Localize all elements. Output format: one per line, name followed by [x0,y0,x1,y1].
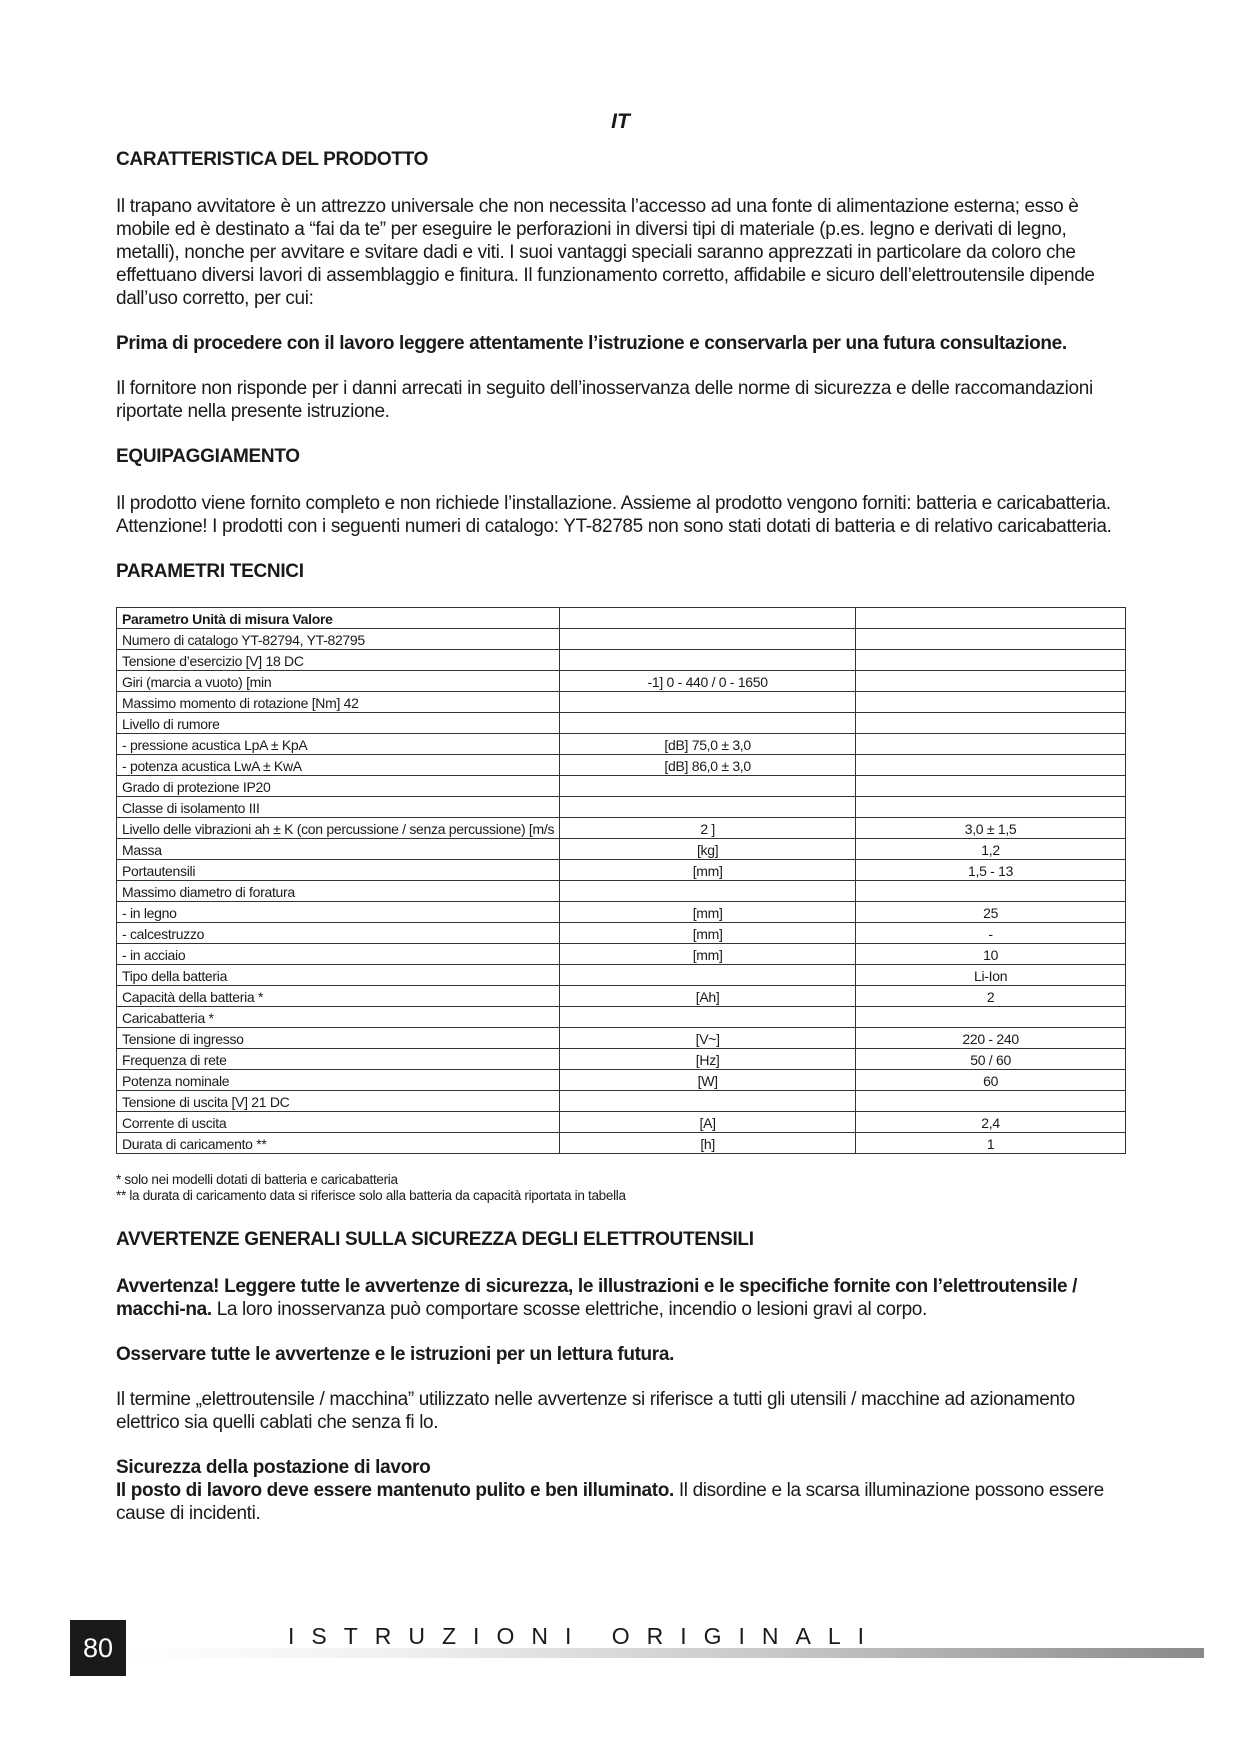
spec-cell-c2: [A] [560,1112,856,1133]
spec-cell-c1: Livello di rumore [117,713,560,734]
spec-cell-c3: 50 / 60 [856,1049,1126,1070]
spec-cell-c3: 3,0 ± 1,5 [856,818,1126,839]
caratteristica-paragraph: Il trapano avvitatore è un attrezzo universale che non necessita l’accesso ad una fonte di alimentazione esterna; esso è mobile ed è destinato a “fai da te” per eseguire le perforazioni in diversi tipi di materiale (p.es. legno e derivati di legno, metalli), nonche per avvitare e svitare dadi e viti. I suoi vantaggi speciali saranno apprezzati in particolare da coloro che effettuano diversi lavori di assemblaggio e finitura. Il funzionamento corretto, affidabile e sicuro dell’elettroutensile dipende dall’uso corretto, per cui: [116,196,1095,309]
spec-row [117,1028,1126,1049]
spec-row [117,713,1126,734]
fornitore-paragraph: Il fornitore non risponde per i danni arrecati in seguito dell’inosservanza delle norme di sicurezza e delle raccomandazioni riportate nella presente istruzione. [116,378,1093,422]
spec-cell-c3: 60 [856,1070,1126,1091]
spec-cell-c2: [Ah] [560,986,856,1007]
spec-row [117,1007,1126,1028]
spec-cell-c3: 1,5 - 13 [856,860,1126,881]
spec-cell-c2: [kg] [560,839,856,860]
spec-cell-c2: 2 ] [560,818,856,839]
spec-cell-c2 [560,797,856,818]
avvertenza-text: La loro inosservanza può comportare scosse elettriche, incendio o lesioni gravi al corpo. [211,1299,927,1320]
footer-title: ISTRUZIONI ORIGINALI [288,1623,882,1649]
spec-row [117,923,1126,944]
avvertenza-bold: Avvertenza! Leggere tutte le avvertenze di sicurezza, le illustrazioni e le specifiche fornite con l’elettroutensile / macchi-na. [116,1276,1078,1320]
spec-cell-c2 [560,1007,856,1028]
spec-row [117,1049,1126,1070]
spec-cell-c2: [h] [560,1133,856,1154]
spec-row [117,881,1126,902]
spec-cell-c1: Tensione di uscita [V] 21 DC [117,1091,560,1112]
table-notes [116,1172,1126,1204]
section-title-sicurezza: Sicurezza della postazione di lavoro [116,1457,431,1478]
spec-row [117,839,1126,860]
spec-cell-c3: 1 [856,1133,1126,1154]
spec-cell-c3: 25 [856,902,1126,923]
spec-cell-c3 [856,650,1126,671]
spec-cell-c1: Massimo diametro di foratura [117,881,560,902]
spec-cell-c3: 2,4 [856,1112,1126,1133]
spec-cell-c1: Durata di caricamento ** [117,1133,560,1154]
spec-row [117,944,1126,965]
spec-row [117,629,1126,650]
spec-cell-c1: - in acciaio [117,944,560,965]
spec-cell-c3: - [856,923,1126,944]
spec-cell-c3: 1,2 [856,839,1126,860]
spec-cell-c3 [856,776,1126,797]
spec-cell-c3 [856,629,1126,650]
page-number: 80 [70,1620,126,1676]
spec-cell-c1: Portautensili [117,860,560,881]
spec-row [117,986,1126,1007]
spec-cell-c2: [mm] [560,902,856,923]
spec-cell-c3 [856,755,1126,776]
spec-row [117,797,1126,818]
spec-cell-c3 [856,671,1126,692]
page-content [116,148,1126,1525]
spec-row [117,818,1126,839]
spec-cell-c2 [560,1091,856,1112]
spec-cell-c2 [560,776,856,797]
spec-row [117,1133,1126,1154]
spec-cell-c3: 10 [856,944,1126,965]
spec-cell-c2: [dB] 75,0 ± 3,0 [560,734,856,755]
spec-cell-c3 [856,734,1126,755]
spec-cell-c1: Parametro Unità di misura Valore [117,608,560,629]
spec-cell-c1: Tensione di ingresso [117,1028,560,1049]
spec-row [117,692,1126,713]
spec-cell-c2: [V~] [560,1028,856,1049]
spec-cell-c3 [856,881,1126,902]
spec-cell-c1: - calcestruzzo [117,923,560,944]
table-note-2: ** la durata di caricamento data si riferisce solo alla batteria da capacità riportata in tabella [116,1188,626,1203]
spec-row [117,1070,1126,1091]
spec-row [117,860,1126,881]
caratteristica-warning: Prima di procedere con il lavoro leggere attentamente l’istruzione e conservarla per una futura consultazione. [116,333,1067,354]
spec-cell-c1: Livello delle vibrazioni ah ± K (con percussione / senza percussione) [m/s [117,818,560,839]
spec-cell-c1: Massa [117,839,560,860]
spec-row [117,734,1126,755]
spec-cell-c1: Caricabatteria * [117,1007,560,1028]
spec-cell-c1: - potenza acustica LwA ± KwA [117,755,560,776]
spec-cell-c1: Massimo momento di rotazione [Nm] 42 [117,692,560,713]
spec-row [117,776,1126,797]
spec-cell-c2 [560,713,856,734]
spec-row [117,902,1126,923]
spec-cell-c2: [W] [560,1070,856,1091]
spec-cell-c1: Frequenza di rete [117,1049,560,1070]
spec-row [117,965,1126,986]
spec-cell-c3 [856,713,1126,734]
sicurezza-text: Il disordine e la scarsa illuminazione possono essere cause di incidenti. [116,1480,1104,1524]
spec-row [117,755,1126,776]
sicurezza-paragraph [116,1479,1126,1525]
spec-cell-c3 [856,1007,1126,1028]
spec-cell-c2 [560,650,856,671]
spec-cell-c2 [560,881,856,902]
sicurezza-bold: Il posto di lavoro deve essere mantenuto pulito e ben illuminato. [116,1480,674,1501]
section-title-parametri: PARAMETRI TECNICI [116,561,304,582]
spec-cell-c2: -1] 0 - 440 / 0 - 1650 [560,671,856,692]
spec-cell-c3: 220 - 240 [856,1028,1126,1049]
spec-cell-c1: - in legno [117,902,560,923]
equipaggiamento-paragraph-2: Attenzione! I prodotti con i seguenti numeri di catalogo: YT-82785 non sono stati dotati di batteria e di relativo caricabatteria. [116,516,1112,537]
spec-cell-c2: [mm] [560,860,856,881]
avvertenza-paragraph [116,1275,1126,1321]
spec-cell-c2 [560,692,856,713]
spec-cell-c2 [560,629,856,650]
spec-cell-c2: [mm] [560,923,856,944]
spec-row [117,671,1126,692]
spec-cell-c3: 2 [856,986,1126,1007]
spec-cell-c1: - pressione acustica LpA ± KpA [117,734,560,755]
spec-table [116,607,1126,1154]
spec-cell-c3 [856,1091,1126,1112]
osservare-paragraph: Osservare tutte le avvertenze e le istruzioni per un lettura futura. [116,1344,674,1365]
language-code: IT [611,110,630,133]
spec-cell-c3: Li-Ion [856,965,1126,986]
section-title-avvertenze: AVVERTENZE GENERALI SULLA SICUREZZA DEGLI ELETTROUTENSILI [116,1229,754,1250]
spec-cell-c2: [dB] 86,0 ± 3,0 [560,755,856,776]
spec-cell-c2 [560,965,856,986]
spec-row [117,608,1126,629]
termine-paragraph: Il termine „elettroutensile / macchina” utilizzato nelle avvertenze si riferisce a tutti gli utensili / macchine ad azionamento elettrico sia quelli cablati che senza fi lo. [116,1389,1075,1433]
spec-cell-c3 [856,797,1126,818]
section-title-caratteristica: CARATTERISTICA DEL PRODOTTO [116,149,429,170]
spec-cell-c1: Corrente di uscita [117,1112,560,1133]
spec-row [117,1112,1126,1133]
spec-cell-c2: [Hz] [560,1049,856,1070]
spec-cell-c1: Tipo della batteria [117,965,560,986]
spec-cell-c1: Numero di catalogo YT-82794, YT-82795 [117,629,560,650]
equipaggiamento-paragraph-1: Il prodotto viene fornito completo e non richiede l’installazione. Assieme al prodotto vengono forniti: batteria e caricabatteria. [116,493,1111,514]
spec-cell-c1: Classe di isolamento III [117,797,560,818]
spec-cell-c3 [856,608,1126,629]
spec-cell-c1: Giri (marcia a vuoto) [min [117,671,560,692]
table-note-1: * solo nei modelli dotati di batteria e caricabatteria [116,1172,398,1187]
spec-cell-c1: Potenza nominale [117,1070,560,1091]
spec-cell-c1: Tensione d’esercizio [V] 18 DC [117,650,560,671]
section-title-equipaggiamento: EQUIPAGGIAMENTO [116,446,300,467]
spec-cell-c1: Capacità della batteria * [117,986,560,1007]
spec-cell-c2 [560,608,856,629]
spec-cell-c3 [856,692,1126,713]
spec-row [117,1091,1126,1112]
spec-cell-c1: Grado di protezione IP20 [117,776,560,797]
spec-cell-c2: [mm] [560,944,856,965]
spec-row [117,650,1126,671]
